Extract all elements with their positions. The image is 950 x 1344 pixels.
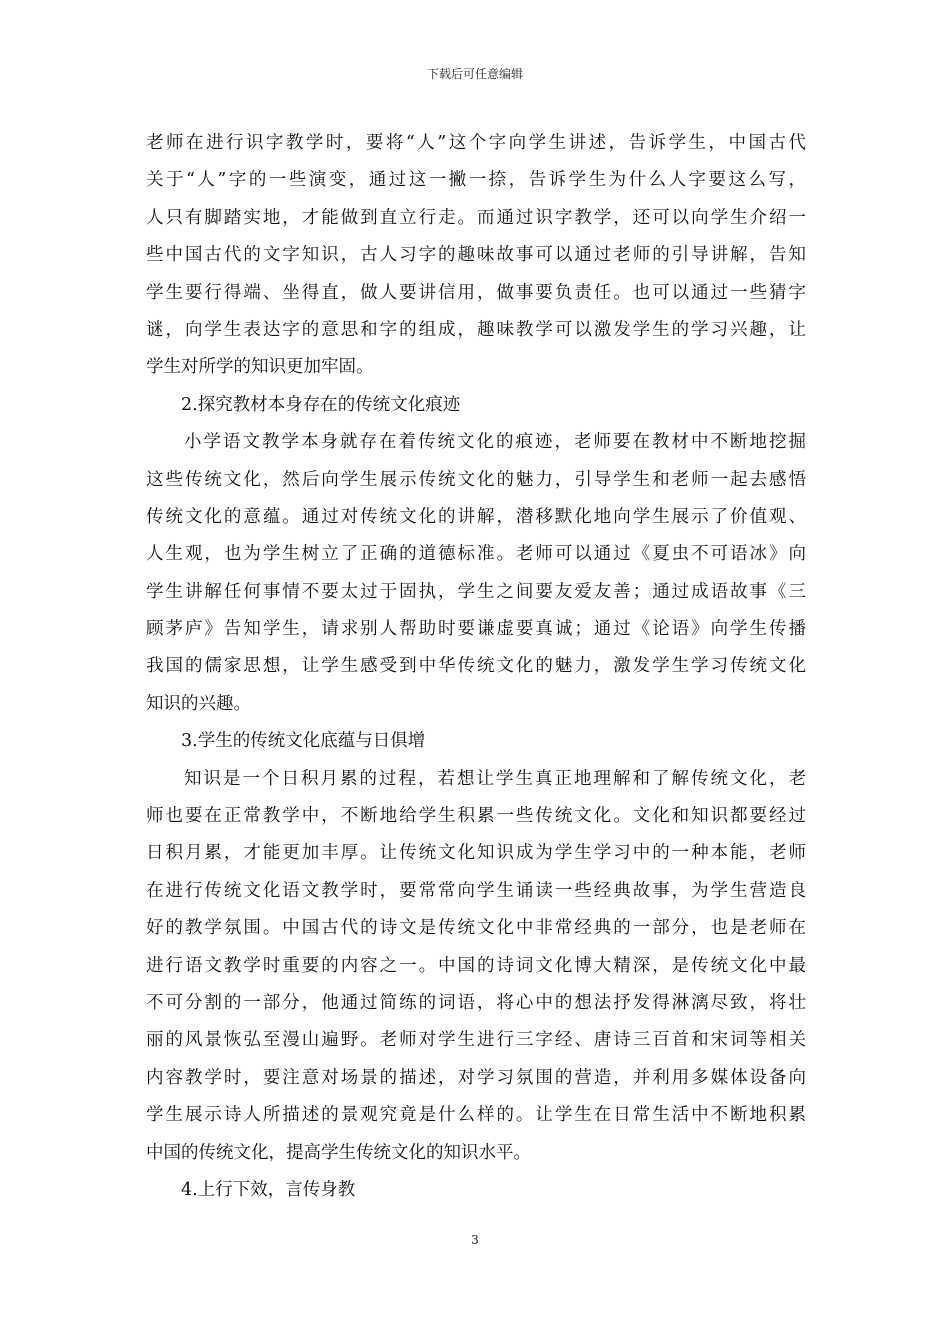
text-line: 丽的风景恢弘至漫山遍野。老师对学生进行三字经、唐诗三百首和宋词等相关 — [146, 1030, 806, 1051]
text-line: 我国的儒家思想，让学生感受到中华传统文化的魅力，激发学生学习传统文化 — [146, 656, 806, 677]
text-line: 学生讲解任何事情不要太过于固执，学生之间要友爱友善；通过成语故事《三 — [146, 581, 806, 602]
text-line: 知识的兴趣。 — [146, 693, 251, 714]
text-line: 好的教学氛围。中国古代的诗文是传统文化中非常经典的一部分，也是老师在 — [146, 918, 806, 939]
paragraph — [146, 761, 806, 1172]
text-line: 人只有脚踏实地，才能做到直立行走。而通过识字教学，还可以向学生介绍一 — [146, 207, 806, 228]
text-line: 学生展示诗人所描述的景观究竟是什么样的。让学生在日常生活中不断地积累 — [146, 1105, 806, 1126]
text-line: 不可分割的一部分，他通过简练的词语，将心中的想法抒发得淋漓尽致，将壮 — [146, 992, 806, 1013]
text-line: 进行语文教学时重要的内容之一。中国的诗词文化博大精深，是传统文化中最 — [146, 955, 806, 976]
text-line: 小学语文教学本身就存在着传统文化的痕迹，老师要在教材中不断地挖掘 — [184, 432, 806, 453]
text-line: 些中国古代的文字知识，古人习字的趣味故事可以通过老师的引导讲解，告知 — [146, 245, 806, 266]
document-body — [146, 125, 806, 1209]
section-heading: 3.学生的传统文化底蕴与日俱增 — [181, 731, 426, 752]
text-line: 老师在进行识字教学时，要将“人”这个字向学生讲述，告诉学生，中国古代 — [146, 133, 806, 153]
text-line: 在进行传统文化语文教学时，要常常向学生诵读一些经典故事，为学生营造良 — [146, 880, 806, 901]
page-header: 下载后可任意编辑 — [426, 67, 523, 81]
section-heading: 4.上行下效，言传身教 — [181, 1179, 356, 1200]
text-line: 中国的传统文化，提高学生传统文化的知识水平。 — [146, 1142, 531, 1163]
text-line: 人生观，也为学生树立了正确的道德标准。老师可以通过《夏虫不可语冰》向 — [146, 544, 806, 565]
text-line: 内容教学时，要注意对场景的描述，对学习氛围的营造，并利用多媒体设备向 — [146, 1067, 806, 1088]
text-line: 这些传统文化，然后向学生展示传统文化的魅力，引导学生和老师一起去感悟 — [146, 469, 806, 490]
text-line: 师也要在正常教学中，不断地给学生积累一些传统文化。文化和知识都要经过 — [146, 806, 806, 827]
text-line: 顾茅庐》告知学生，请求别人帮助时要谦虚要真诚；通过《论语》向学生传播 — [146, 619, 806, 640]
paragraph — [146, 424, 806, 723]
text-line: 关于“人”字的一些演变，通过这一撇一捺，告诉学生为什么人字要这么写， — [146, 170, 806, 191]
text-line: 谜，向学生表达字的意思和字的组成，趣味教学可以激发学生的学习兴趣，让 — [146, 319, 806, 340]
text-line: 学生要行得端、坐得直，做人要讲信用，做事要负责任。也可以通过一些猜字 — [146, 282, 806, 303]
text-line: 知识是一个日积月累的过程，若想让学生真正地理解和了解传统文化，老 — [184, 768, 806, 789]
text-line: 传统文化的意蕴。通过对传统文化的讲解，潜移默化地向学生展示了价值观、 — [146, 506, 806, 527]
page-number: 3 — [471, 1233, 479, 1247]
paragraph — [146, 125, 806, 387]
section-heading: 2.探究教材本身存在的传统文化痕迹 — [181, 394, 461, 415]
text-line: 日积月累，才能更加丰厚。让传统文化知识成为学生学习中的一种本能，老师 — [146, 843, 806, 864]
text-line: 学生对所学的知识更加牢固。 — [146, 357, 374, 378]
